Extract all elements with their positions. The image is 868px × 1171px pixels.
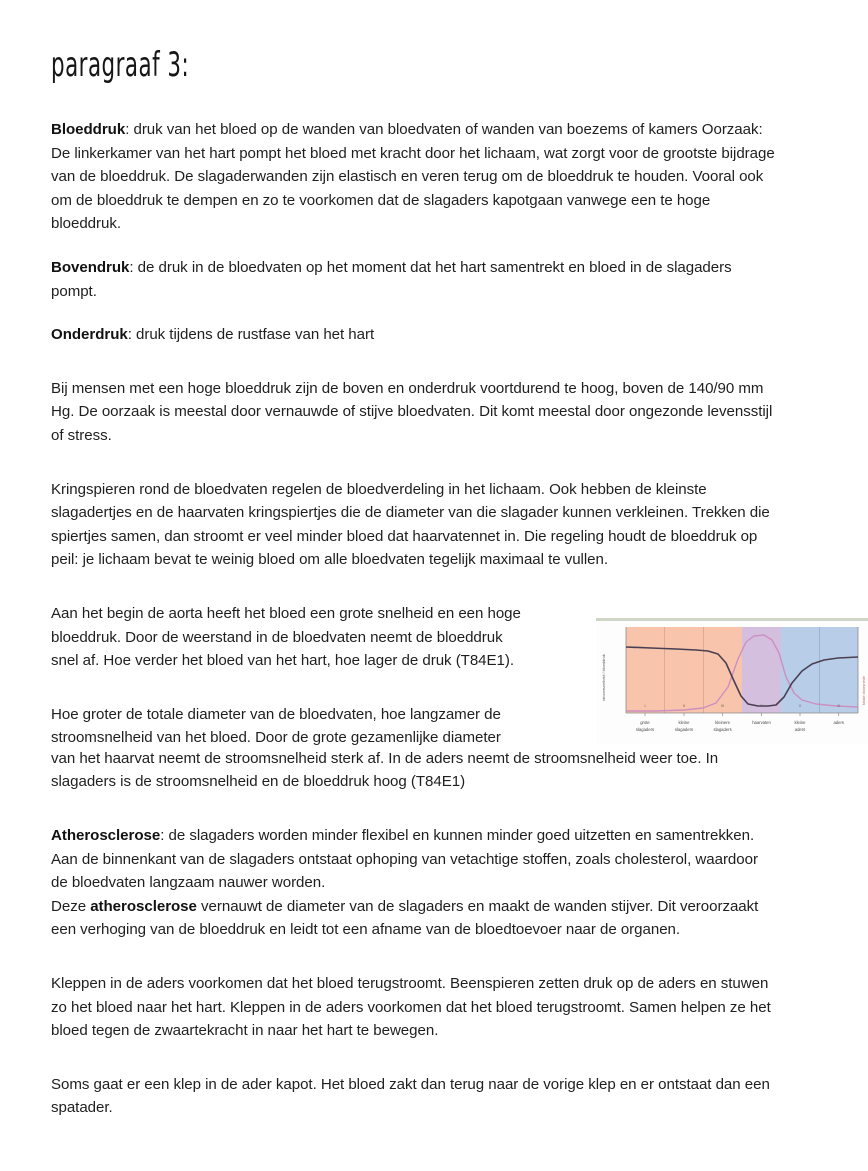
paragraph-bloeddruk-text: : druk van het bloed op de wanden van bloedvaten of wanden van boezems of kamers Oorzaak: De linkerkamer van het hart pompt het bloed met kracht door het lichaam, wat zorgt voor de grootste bijdrage van de bloeddruk. De slagaderwanden zijn elastisch en veren terug om de bloeddruk te houden. Vooral ook om de bloeddruk te dempen en zo te voorkomen dat de slagaders kapotgaan vanwege een te hoge bloeddruk. — [51, 121, 775, 233]
svg-text:VI: VI — [836, 703, 841, 708]
paragraph-bovendruk-text: : de druk in de bloedvaten op het moment dat het hart samentrekt en bloed in de slagaders pompt. — [51, 258, 732, 300]
chart-y-axis-title: stroomsnelheid / bloeddruk — [601, 654, 606, 701]
svg-text:aders: aders — [833, 719, 844, 725]
paragraph-bloeddruk — [51, 118, 777, 236]
paragraph-diameter-b: van het haarvat neemt de stroomsnelheid sterk af. In de aders neemt de stroomsnelheid weer toe. In slagaders is de stroomsnelheid en de bloeddruk hoog (T84E1) — [51, 749, 719, 791]
paragraph-onderdruk — [51, 323, 777, 347]
paragraph-spatader: Soms gaat er een klep in de ader kapot. Het bloed zakt dan terug naar de vorige klep en er ontstaat dan een spatader. — [51, 1075, 770, 1117]
paragraph-atherosclerose-gevolg — [51, 895, 777, 942]
paragraph-kringspieren: Kringspieren rond de bloedvaten regelen de bloedverdeling in het lichaam. Ook hebben de kleinste slagadertjes en de haarvaten kringspiertjes die de diameter van die slagader kunnen verkleinen. Trekken die spiertjes samen, dan stroomt er veel minder bloed dat haarvatennet in. Die regeling houdt de bloeddruk op peil: je lichaam bevat te weinig bloed om alle bloedvaten tegelijk maximaal te vullen. — [51, 480, 770, 569]
paragraph-kleppen: Kleppen in de aders voorkomen dat het bloed terugstroomt. Beenspieren zetten druk op de aders en stuwen zo het bloed naar het hart. Kleppen in de aders voorkomen dat het bloed terugstroomt. Samen helpen ze het bloed tegen de zwaartekracht in naar het hart te bewegen. — [51, 975, 771, 1040]
svg-text:I: I — [644, 703, 646, 708]
chart-bands — [626, 627, 858, 713]
spacer — [51, 1063, 777, 1073]
term-bloeddruk: Bloeddruk — [51, 121, 126, 138]
svg-text:haarvaten: haarvaten — [752, 719, 771, 725]
svg-text:slagaders: slagaders — [674, 726, 694, 732]
term-bovendruk: Bovendruk — [51, 258, 130, 276]
paragraph-hoge-bloeddruk: Bij mensen met een hoge bloeddruk zijn de boven en onderdruk voortdurend te hoog, boven de 140/90 mm Hg. De oorzaak is meestal door vernauwde of stijve bloedvaten. Dit komt meestal door ongezonde levensstijl of stress. — [51, 379, 773, 444]
svg-text:kleinere: kleinere — [715, 719, 730, 725]
svg-text:III: III — [721, 703, 725, 708]
figure-bloedvaten-grafiek — [596, 618, 868, 744]
svg-text:kleine: kleine — [794, 719, 806, 725]
paragraph-atherosclerose — [51, 824, 777, 895]
figure-frame — [596, 618, 868, 744]
spacer — [51, 962, 777, 972]
term-atherosclerose-2: atherosclerose — [90, 897, 197, 915]
paragraph-deze-prefix: Deze — [51, 897, 91, 915]
spacer — [51, 814, 777, 824]
spacer — [51, 592, 777, 602]
svg-text:grote: grote — [640, 719, 650, 725]
paragraph-bovendruk — [51, 256, 777, 303]
chart-bloedsomloop — [596, 621, 868, 744]
svg-text:IV: IV — [759, 703, 764, 708]
paragraph-onderdruk-text: : druk tijdens de rustfase van het hart — [127, 326, 375, 344]
paragraph-aorta: Aan het begin de aorta heeft het bloed een grote snelheid en een hoge bloeddruk. Door de weerstand in de bloedvaten neemt de bloeddruk snel af. Hoe verder het bloed van het hart, hoe lager de druk (T84E1). — [51, 604, 521, 670]
chart-y2-axis-title: totale doorsnede — [861, 675, 866, 705]
figure-text-block — [51, 602, 866, 794]
chart-x-ticks — [645, 713, 839, 716]
term-onderdruk: Onderdruk — [51, 326, 128, 344]
document-content — [51, 44, 866, 1140]
svg-text:slagaders: slagaders — [635, 726, 655, 732]
term-atherosclerose: Atherosclerose — [51, 827, 161, 845]
spacer — [51, 468, 777, 478]
paragraph-diameter-a: Hoe groter de totale diameter van de bloedvaten, hoe langzamer de stroomsnelheid van het bloed. Door de grote gezamenlijke diameter — [51, 705, 501, 747]
svg-text:aders: aders — [794, 726, 806, 732]
svg-text:slagaders: slagaders — [713, 726, 732, 732]
paragraph-atherosclerose-text: : de slagaders worden minder flexibel en kunnen minder goed uitzetten en samentrekken. Aan de binnenkant van de slagaders ontstaat ophoping van vetachtige stoffen, zoals cholesterol, waardoor de bloedvaten langzaam nauwer worden. — [51, 827, 758, 892]
svg-text:II: II — [683, 703, 685, 708]
spacer — [51, 367, 777, 377]
paragraph-atherosclerose-gevolg-text: vernauwt de diameter van de slagaders en maakt de wanden stijver. Dit veroorzaakt een verhoging van de bloeddruk en leidt tot een afname van de bloedtoevoer naar de organen. — [51, 897, 759, 939]
svg-text:kleine: kleine — [678, 719, 690, 725]
chart-x-labels — [636, 720, 844, 732]
page-title: paragraaf 3: — [51, 44, 190, 85]
svg-text:V: V — [798, 703, 802, 708]
